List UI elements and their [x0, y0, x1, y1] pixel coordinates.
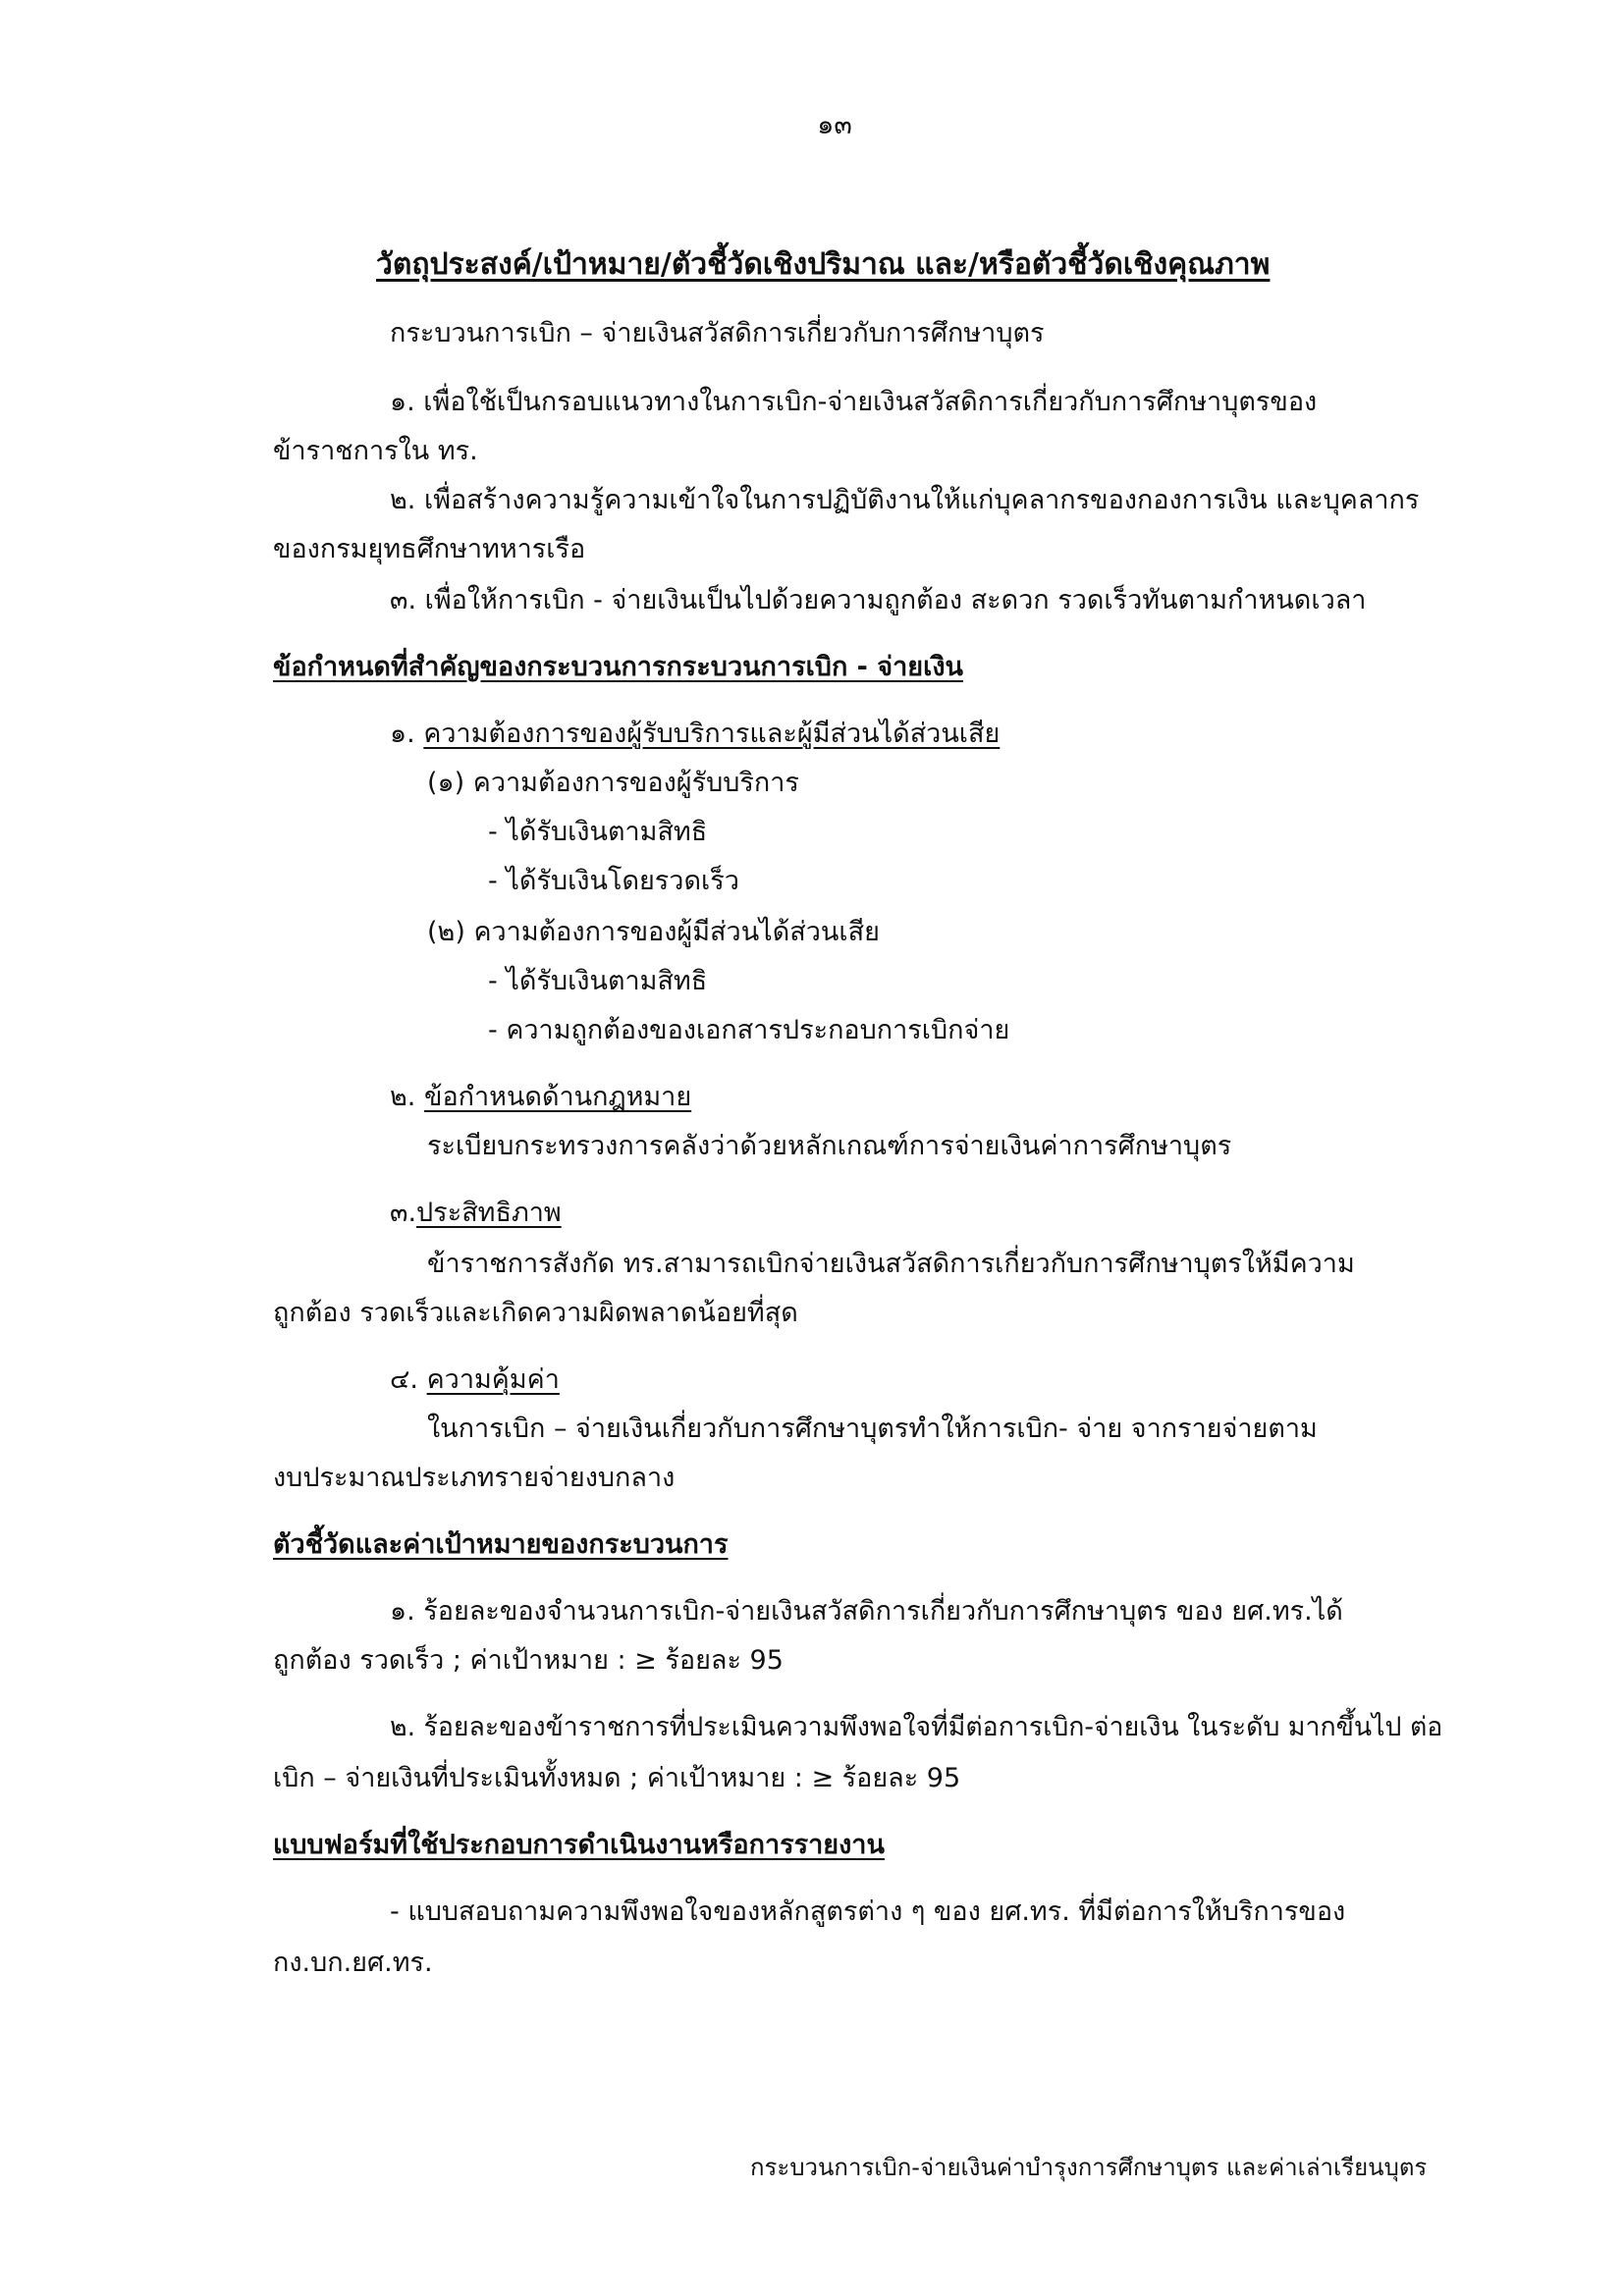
requirement-3-text-line-2: ถูกต้อง รวดเร็วและเกิดความผิดพลาดน้อยที่สุด — [273, 1298, 798, 1328]
requirement-2 — [390, 1078, 691, 1117]
requirement-1-1-a: - ได้รับเงินตามสิทธิ — [488, 817, 708, 847]
requirement-1-2-b: - ความถูกต้องของเอกสารประกอบการเบิกจ่าย — [488, 1015, 1010, 1045]
requirement-4-text-line-2: งบประมาณประเภทรายจ่ายงบกลาง — [273, 1463, 676, 1493]
requirement-1-2: (๒) ความต้องการของผู้มีส่วนได้ส่วนเสีย — [427, 917, 880, 947]
page-footer: กระบวนการเบิก-จ่ายเงินค่าบำรุงการศึกษาบุตร และค่าเล่าเรียนบุตร — [750, 2154, 1428, 2181]
indicator-1-line-2: ถูกต้อง รวดเร็ว ; ค่าเป้าหมาย : ≥ ร้อยละ 95 — [273, 1645, 784, 1676]
objective-2-line-2: ของกรมยุทธศึกษาทหารเรือ — [273, 534, 586, 564]
form-1-line-1: - แบบสอบถามความพึงพอใจของหลักสูตรต่าง ๆ ของ ยศ.ทร. ที่มีต่อการให้บริการของ — [390, 1896, 1346, 1927]
requirements-heading: ข้อกำหนดที่สำคัญของกระบวนการกระบวนการเบิก - จ่ายเงิน — [273, 652, 963, 682]
objective-1-line-1: ๑. เพื่อใช้เป็นกรอบแนวทางในการเบิก-จ่ายเงินสวัสดิการเกี่ยวกับการศึกษาบุตรของ — [390, 387, 1318, 417]
objective-2-line-1: ๒. เพื่อสร้างความรู้ความเข้าใจในการปฏิบัติงานให้แก่บุคลากรของกองการเงิน และบุคลากร — [390, 485, 1420, 515]
page-number: ๑๓ — [817, 110, 852, 140]
requirement-3-number: ๓. — [390, 1198, 417, 1228]
requirement-1-1: (๑) ความต้องการของผู้รับบริการ — [427, 768, 799, 798]
process-name: กระบวนการเบิก – จ่ายเงินสวัสดิการเกี่ยวกับการศึกษาบุตร — [390, 318, 1045, 348]
requirement-1-title: ความต้องการของผู้รับบริการและผู้มีส่วนได้ส่วนเสีย — [423, 719, 1001, 749]
page-title: วัตถุประสงค์/เป้าหมาย/ตัวชี้วัดเชิงปริมาณ และ/หรือตัวชี้วัดเชิงคุณภาพ — [376, 247, 1271, 282]
requirement-1-2-a: - ได้รับเงินตามสิทธิ — [488, 966, 708, 996]
indicator-1-line-1: ๑. ร้อยละของจำนวนการเบิก-จ่ายเงินสวัสดิการเกี่ยวกับการศึกษาบุตร ของ ยศ.ทร.ได้ — [390, 1596, 1343, 1627]
indicator-2-line-2: เบิก – จ่ายเงินที่ประเมินทั้งหมด ; ค่าเป้าหมาย : ≥ ร้อยละ 95 — [273, 1763, 961, 1793]
requirement-1-number: ๑. — [390, 719, 415, 749]
forms-heading: แบบฟอร์มที่ใช้ประกอบการดำเนินงานหรือการรายงาน — [273, 1830, 885, 1860]
indicators-heading: ตัวชี้วัดและค่าเป้าหมายของกระบวนการ — [273, 1529, 729, 1560]
indicator-2-line-1: ๒. ร้อยละของข้าราชการที่ประเมินความพึงพอใจที่มีต่อการเบิก-จ่ายเงิน ในระดับ มากขึ้นไป ต่อ — [390, 1712, 1443, 1742]
requirement-2-title: ข้อกำหนดด้านกฎหมาย — [423, 1082, 692, 1112]
requirement-4-title: ความคุ้มค่า — [426, 1364, 560, 1395]
requirement-4-number: ๔. — [390, 1364, 419, 1395]
requirement-3 — [390, 1194, 562, 1233]
requirement-2-number: ๒. — [390, 1082, 416, 1112]
objective-3: ๓. เพื่อให้การเบิก - จ่ายเงินเป็นไปด้วยความถูกต้อง สะดวก รวดเร็วทันตามกำหนดเวลา — [390, 585, 1367, 615]
requirement-4-text-line-1: ในการเบิก – จ่ายเงินเกี่ยวกับการศึกษาบุตรทำให้การเบิก- จ่าย จากรายจ่ายตาม — [427, 1414, 1318, 1444]
requirement-2-text: ระเบียบกระทรวงการคลังว่าด้วยหลักเกณฑ์การจ่ายเงินค่าการศึกษาบุตร — [427, 1131, 1232, 1161]
objective-1-line-2: ข้าราชการใน ทร. — [273, 436, 478, 466]
requirement-1 — [390, 715, 1000, 754]
requirement-3-title: ประสิทธิภาพ — [416, 1198, 562, 1228]
requirement-4 — [390, 1361, 560, 1400]
requirement-3-text-line-1: ข้าราชการสังกัด ทร.สามารถเบิกจ่ายเงินสวัสดิการเกี่ยวกับการศึกษาบุตรให้มีความ — [427, 1249, 1355, 1279]
form-1-line-2: กง.บก.ยศ.ทร. — [273, 1948, 433, 1978]
requirement-1-1-b: - ได้รับเงินโดยรวดเร็ว — [488, 866, 739, 896]
